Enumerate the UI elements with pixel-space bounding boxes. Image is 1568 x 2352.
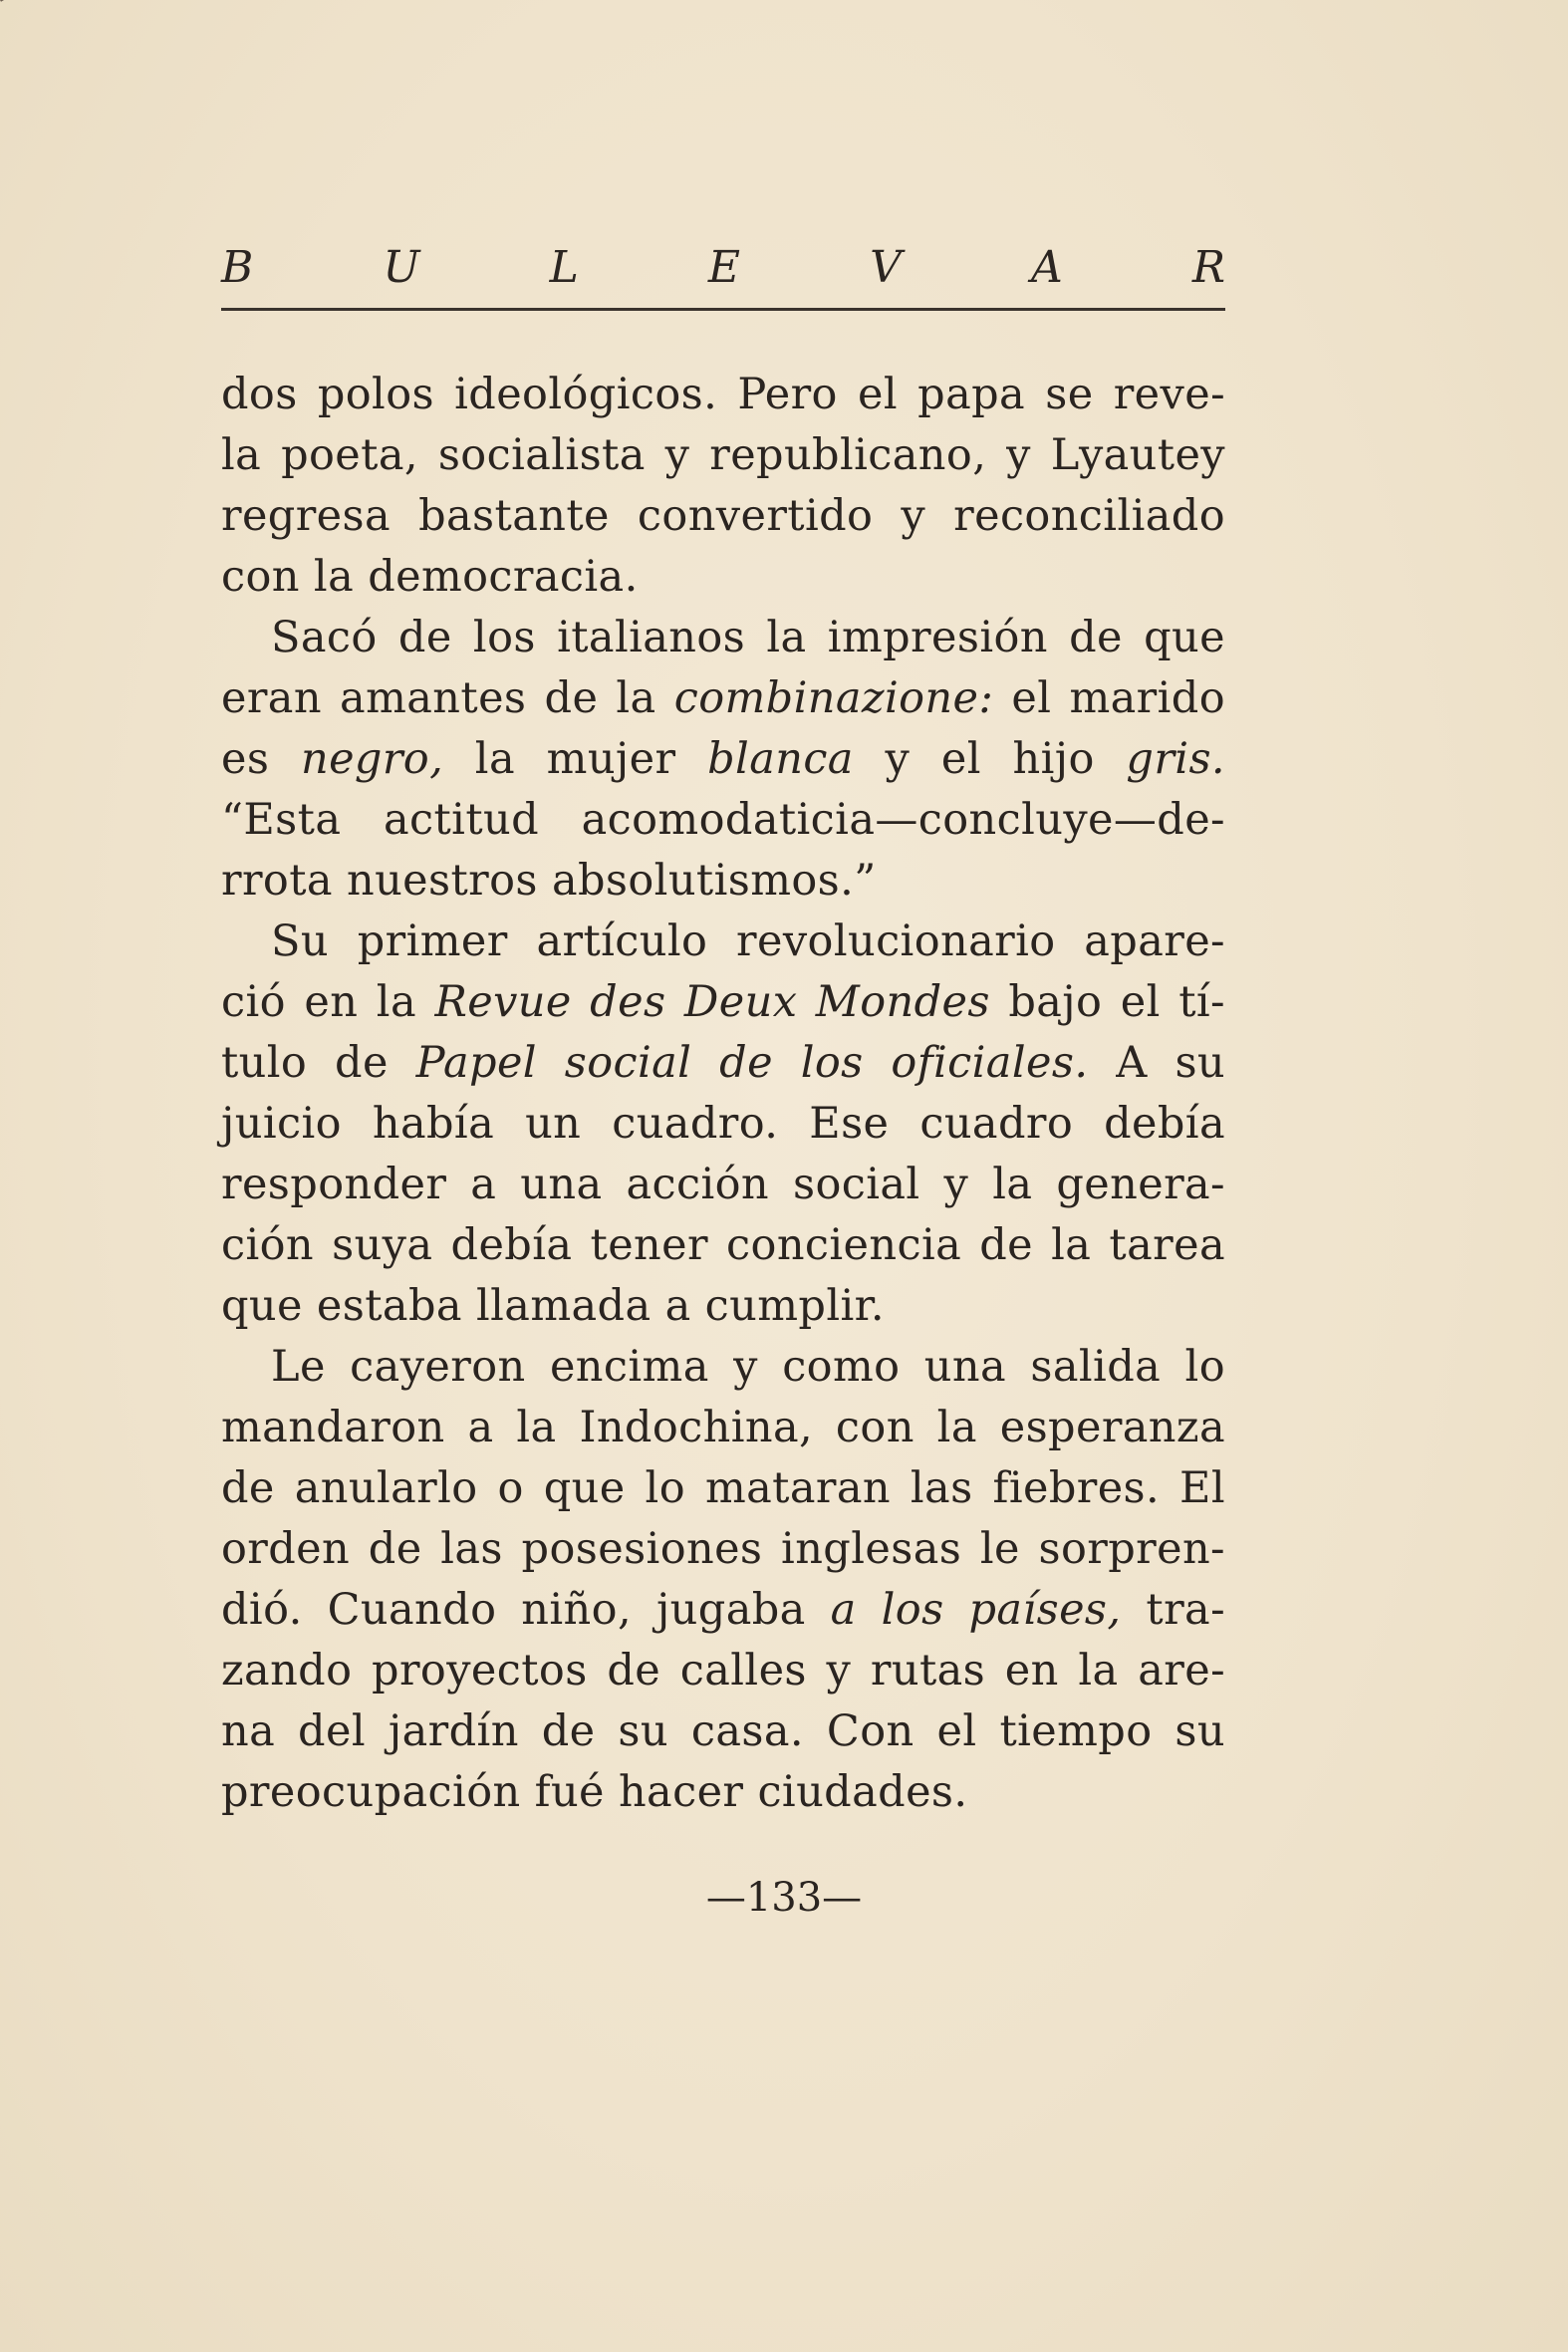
text-line: dos polos ideológicos. Pero el papa se reve- [221,370,1225,419]
text-line: regresa bastante convertido y reconciliado [221,491,1225,541]
italic-title: Papel social de los oficiales. [415,1038,1089,1088]
text-span: A su [1088,1038,1226,1088]
text-line: preocupación fué hacer ciudades. [221,1767,968,1817]
text-line: que estaba llamada a cumplir. [221,1281,885,1331]
text-line: de anularlo o que lo mataran las fiebres. El [221,1463,1225,1513]
header-letter: E [707,242,741,293]
text-span: la mujer [443,734,708,784]
text-line: na del jardín de su casa. Con el tiempo su [221,1706,1225,1756]
header-letter: V [870,242,902,293]
italic-term: negro, [300,734,444,784]
text-line [221,668,1225,729]
corner-mark [0,0,20,14]
text-span: ció en la [221,977,435,1027]
text-line [221,1033,1225,1094]
text-line: juicio había un cuadro. Ese cuadro debía [221,1099,1225,1149]
text-line: orden de las posesiones inglesas le sorpren- [221,1524,1225,1574]
header-letter: B [221,242,254,293]
text-span: dió. Cuando niño, jugaba [221,1585,831,1635]
text-span: es [221,734,301,784]
text-line [221,972,1225,1033]
text-line: Su primer artículo revolucionario apare- [271,916,1225,966]
text-line: con la democracia. [221,552,639,602]
text-line [221,1580,1225,1641]
running-header [221,243,1225,293]
text-line: Le cayeron encima y como una salida lo [271,1342,1225,1392]
header-letter: U [383,242,420,293]
text-line: mandaron a la Indochina, con la esperanza [221,1403,1225,1452]
text-line: la poeta, socialista y republicano, y Lyautey [221,430,1225,480]
text-line: zando proyectos de calles y rutas en la are- [221,1646,1225,1696]
running-header-title [221,243,1225,293]
page-number: —133— [705,1875,863,1921]
body-text [221,365,1225,1823]
text-line: ción suya debía tener conciencia de la tarea [221,1220,1225,1270]
text-span: el marido [993,673,1225,723]
italic-term: a los países, [830,1585,1122,1635]
header-rule [221,308,1225,311]
text-span: eran amantes de la [221,673,674,723]
text-span: tulo de [221,1038,416,1088]
header-letter: A [1030,242,1063,293]
text-line [221,729,1225,790]
text-span: bajo el tí- [989,977,1225,1027]
header-letter: L [549,242,579,293]
italic-term: gris. [1126,734,1225,784]
header-letter: R [1191,242,1225,293]
text-line: responder a una acción social y la genera- [221,1160,1225,1209]
text-line: “Esta actitud acomodaticia—concluye—de- [221,795,1225,845]
text-span: y el hijo [853,734,1127,784]
italic-title: Revue des Deux Mondes [434,977,990,1027]
italic-term: combinazione: [673,673,994,723]
text-span: tra- [1121,1585,1226,1635]
text-line: Sacó de los italianos la impresión de que [271,613,1225,662]
italic-term: blanca [707,734,854,784]
text-line: rrota nuestros absolutismos.” [221,856,877,906]
